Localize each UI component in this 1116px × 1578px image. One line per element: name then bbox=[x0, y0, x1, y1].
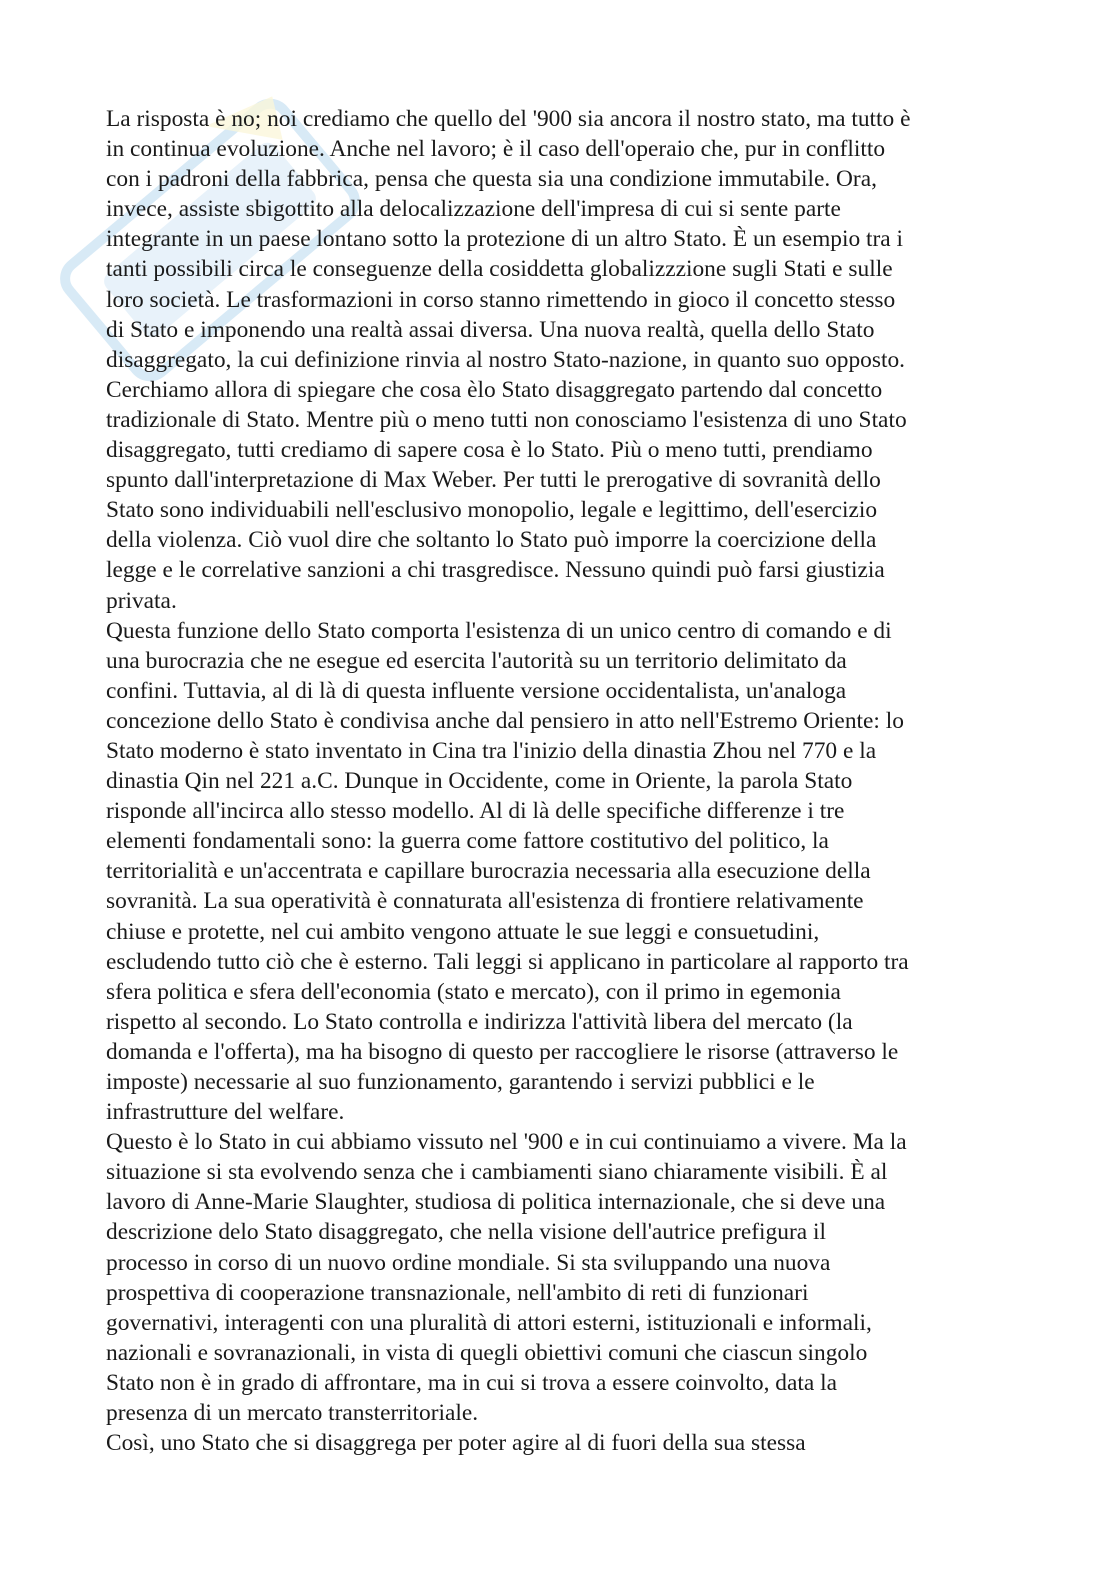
text-line: della violenza. Ciò vuol dire che soltanto lo Stato può imporre la coercizione della bbox=[106, 527, 877, 554]
text-line: nazionali e sovranazionali, in vista di quegli obiettivi comuni che ciascun singolo bbox=[106, 1339, 868, 1366]
text-line: processo in corso di un nuovo ordine mondiale. Si sta sviluppando una nuova bbox=[106, 1249, 831, 1276]
text-line: Stato sono individuabili nell'esclusivo monopolio, legale e legittimo, dell'esercizio bbox=[106, 497, 878, 524]
text-line: chiuse e protette, nel cui ambito vengono attuate le sue leggi e consuetudini, bbox=[106, 918, 820, 945]
text-line: Questo è lo Stato in cui abbiamo vissuto nel '900 e in cui continuiamo a vivere. Ma la bbox=[106, 1129, 907, 1156]
text-line: integrante in un paese lontano sotto la protezione di un altro Stato. È un esempio tra i bbox=[106, 226, 904, 253]
text-line: imposte) necessarie al suo funzionamento, garantendo i servizi pubblici e le bbox=[106, 1069, 815, 1095]
text-line: prospettiva di cooperazione transnazionale, nell'ambito di reti di funzionari bbox=[106, 1279, 809, 1306]
text-line: sovranità. La sua operatività è connaturata all'esistenza di frontiere relativamente bbox=[106, 888, 864, 915]
text-line: dinastia Qin nel 221 a.C. Dunque in Occidente, come in Oriente, la parola Stato bbox=[106, 768, 853, 795]
text-line: sfera politica e sfera dell'economia (stato e mercato), con il primo in egemonia bbox=[106, 978, 841, 1005]
text-line: privata. bbox=[106, 587, 177, 614]
text-line: lavoro di Anne-Marie Slaughter, studiosa di politica internazionale, che si deve una bbox=[106, 1189, 886, 1216]
text-line: invece, assiste sbigottito alla delocalizzazione dell'impresa di cui si sente parte bbox=[106, 196, 841, 223]
text-line: Stato moderno è stato inventato in Cina tra l'inizio della dinastia Zhou nel 770 e la bbox=[106, 737, 877, 764]
text-line: concezione dello Stato è condivisa anche dal pensiero in atto nell'Estremo Oriente: lo bbox=[106, 707, 904, 734]
text-line: territorialità e un'accentrata e capillare burocrazia necessaria alla esecuzione della bbox=[106, 858, 871, 885]
text-line: elementi fondamentali sono: la guerra come fattore costitutivo del politico, la bbox=[106, 828, 829, 855]
text-line: di Stato e imponendo una realtà assai diversa. Una nuova realtà, quella dello Stato bbox=[106, 316, 875, 343]
text-line: disaggregato, tutti crediamo di sapere cosa è lo Stato. Più o meno tutti, prendiamo bbox=[106, 437, 873, 464]
text-line: infrastrutture del welfare. bbox=[106, 1099, 345, 1126]
text-line: tanti possibili circa le conseguenze della cosiddetta globalizzzione sugli Stati e sulle bbox=[106, 256, 893, 283]
text-line: Stato non è in grado di affrontare, ma in cui si trova a essere coinvolto, data la bbox=[106, 1369, 837, 1396]
text-line: Cerchiamo allora di spiegare che cosa èlo Stato disaggregato partendo dal concetto bbox=[106, 376, 883, 403]
text-line: spunto dall'interpretazione di Max Weber. Per tutti le prerogative di sovranità dello bbox=[106, 467, 881, 494]
text-line: disaggregato, la cui definizione rinvia al nostro Stato-nazione, in quanto suo opposto. bbox=[106, 346, 905, 373]
text-line: escludendo tutto ciò che è esterno. Tali leggi si applicano in particolare al rapporto tra bbox=[106, 948, 909, 975]
text-line: presenza di un mercato transterritoriale. bbox=[106, 1400, 479, 1427]
text-line: Così, uno Stato che si disaggrega per poter agire al di fuori della sua stessa bbox=[106, 1430, 806, 1457]
text-line: legge e le correlative sanzioni a chi trasgredisce. Nessuno quindi può farsi giustizia bbox=[106, 557, 885, 584]
text-line: con i padroni della fabbrica, pensa che questa sia una condizione immutabile. Ora, bbox=[106, 166, 877, 193]
text-line: La risposta è no; noi crediamo che quello del '900 sia ancora il nostro stato, ma tutto è bbox=[106, 106, 911, 132]
text-line: in continua evoluzione. Anche nel lavoro; è il caso dell'operaio che, pur in conflitto bbox=[106, 136, 886, 163]
document-body bbox=[106, 104, 1006, 1458]
text-line: domanda e l'offerta), ma ha bisogno di questo per raccogliere le risorse (attraverso le bbox=[106, 1038, 899, 1065]
text-line: loro società. Le trasformazioni in corso stanno rimettendo in gioco il concetto stesso bbox=[106, 286, 896, 313]
text-line: governativi, interagenti con una pluralità di attori esterni, istituzionali e informali, bbox=[106, 1309, 872, 1336]
text-line: tradizionale di Stato. Mentre più o meno tutti non conosciamo l'esistenza di uno Stato bbox=[106, 406, 907, 433]
text-line: rispetto al secondo. Lo Stato controlla e indirizza l'attività libera del mercato (la bbox=[106, 1008, 853, 1035]
text-line: situazione si sta evolvendo senza che i cambiamenti siano chiaramente visibili. È al bbox=[106, 1159, 888, 1186]
text-line: risponde all'incirca allo stesso modello. Al di là delle specifiche differenze i tre bbox=[106, 798, 845, 825]
text-line: una burocrazia che ne esegue ed esercita l'autorità su un territorio delimitato da bbox=[106, 647, 847, 674]
text-line: confini. Tuttavia, al di là di questa influente versione occidentalista, un'analoga bbox=[106, 677, 847, 704]
text-line: descrizione delo Stato disaggregato, che nella visione dell'autrice prefigura il bbox=[106, 1219, 826, 1246]
text-line: Questa funzione dello Stato comporta l'esistenza di un unico centro di comando e di bbox=[106, 617, 892, 644]
